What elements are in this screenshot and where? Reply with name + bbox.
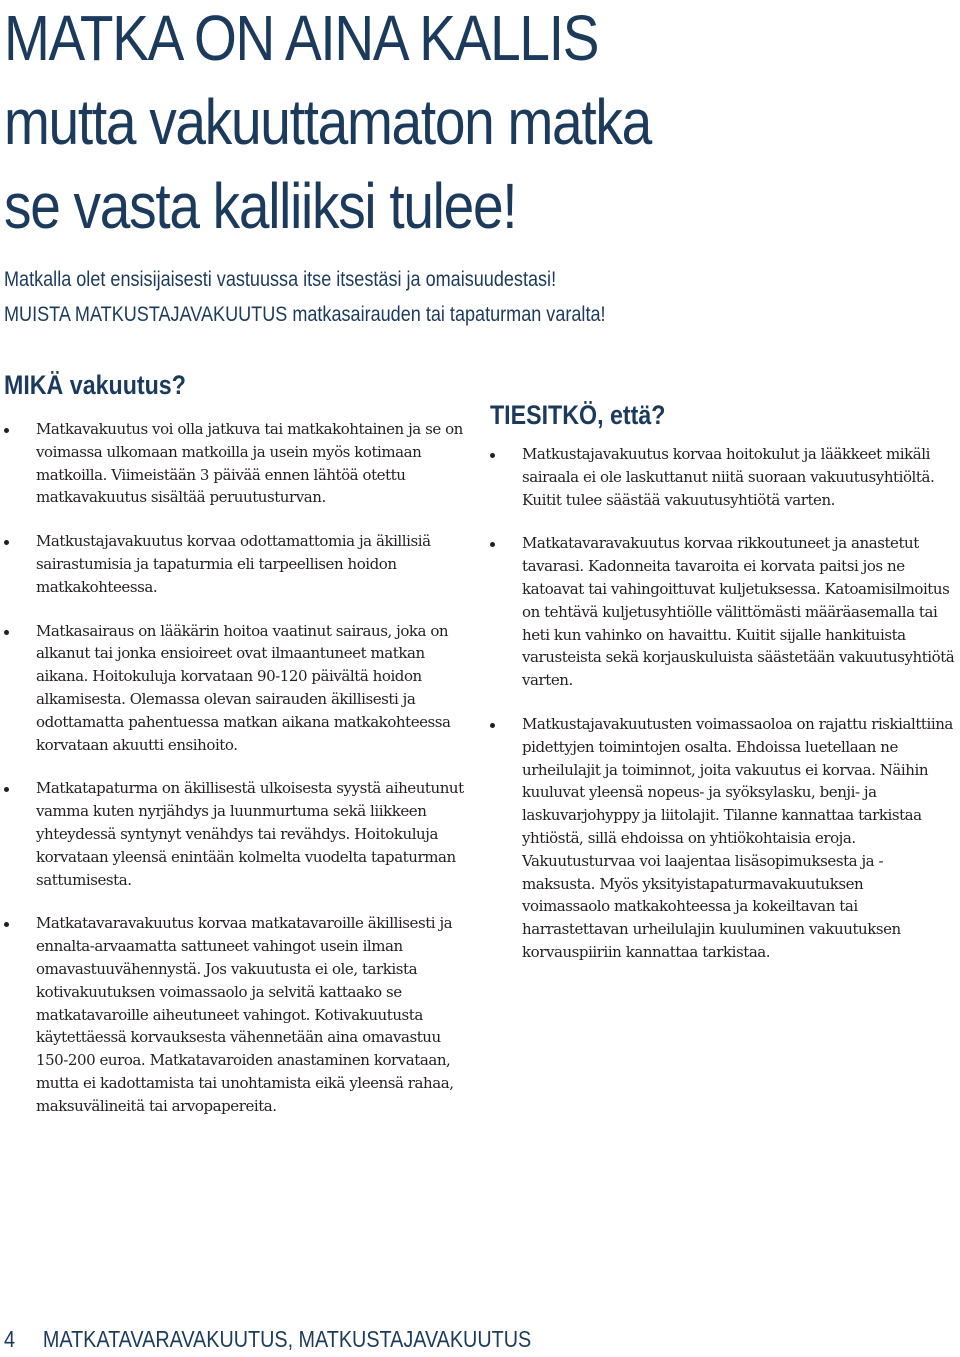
bullet-icon bbox=[4, 787, 9, 792]
bullet-icon bbox=[490, 453, 495, 458]
title-line-2: mutta vakuuttamaton matka bbox=[4, 86, 651, 158]
bullet-icon bbox=[4, 630, 9, 635]
right-bullet-list bbox=[490, 443, 955, 985]
bullet-icon bbox=[490, 723, 495, 728]
bullet-icon bbox=[4, 922, 9, 927]
bullet-icon bbox=[4, 540, 9, 545]
footer-section-title: MATKATAVARAVAKUUTUS, MATKUSTAJAVAKUUTUS bbox=[42, 1326, 532, 1352]
intro-text bbox=[4, 262, 606, 332]
list-item-text: Matkustajavakuutus korvaa odottamattomia ja äkillisiä sairastumisia ja tapaturmia eli tarpeellisen hoidon matkakohteessa. bbox=[36, 532, 431, 596]
list-item bbox=[4, 912, 469, 1117]
page-footer bbox=[4, 1325, 531, 1353]
list-item bbox=[490, 713, 955, 964]
intro-line-1: Matkalla olet ensisijaisesti vastuussa itse itsestäsi ja omaisuudestasi! bbox=[4, 268, 557, 291]
list-item-text: Matkatavaravakuutus korvaa rikkoutuneet ja anastetut tavarasi. Kadonneita tavaroita ei korvata paitsi jos ne katoavat tai vahingoittuvat kuljetuksessa. Katoamisilmoitus on tehtävä kuljetusyhtiölle välittömästi määräasemalla tai heti kun vahinko on havaittu. Kuitit sijalle hankituista varusteista sekä korjauskuluista säästetään vakuutusyhtiötä varten. bbox=[522, 534, 955, 690]
list-item bbox=[490, 532, 955, 692]
left-bullet-list bbox=[4, 418, 469, 1139]
list-item-text: Matkustajavakuutusten voimassaoloa on rajattu riskialttiina pidettyjen toimintojen osalta. Ehdoissa luetellaan ne urheilulajit ja toiminnot, joita vakuutus ei korvaa. Näihin kuuluvat yleensä nopeus- ja syöksylasku, benji- ja laskuvarjohyppy ja liitolajit. Tilanne kannattaa tarkistaa yhtiöstä, sillä ehdoissa on yhtiökohtaisia eroja. Vakuutusturvaa voi laajentaa lisäsopimuksesta ja -maksusta. Myös yksityistapaturmavakuutuksen voimassaolo matkakohteessa ja kokeiltavan tai harrastettavan urheilulajin kuuluminen vakuutuksen korvauspiiriin kannattaa tarkistaa. bbox=[522, 714, 953, 961]
title-line-3: se vasta kalliiksi tulee! bbox=[4, 170, 517, 242]
list-item bbox=[4, 620, 469, 757]
page-title bbox=[4, 0, 651, 248]
list-item bbox=[4, 530, 469, 598]
list-item-text: Matkatavaravakuutus korvaa matkatavaroille äkillisesti ja ennalta-arvaamatta sattuneet vahingot usein ilman omavastuuvähennystä. Jos vakuutusta ei ole, tarkista kotivakuutuksen voimassaolo ja selvitä kattaako se matkatavaroille aiheutuneet vahingot. Kotivakuutusta käytettäessä korvauksesta vähennetään aina omavastuu 150-200 euroa. Matkatavaroiden anastaminen korvataan, mutta ei kadottamista tai unohtamista eikä yleensä rahaa, maksuvälineitä tai arvopapereita. bbox=[36, 914, 454, 1115]
list-item-text: Matkavakuutus voi olla jatkuva tai matkakohtainen ja se on voimassa ulkomaan matkoilla ja usein myös kotimaan matkoilla. Viimeistään 3 päivää ennen lähtöä otettu matkavakuutus sisältää peruutusturvan. bbox=[36, 420, 463, 507]
bullet-icon bbox=[4, 428, 9, 433]
list-item-text: Matkustajavakuutus korvaa hoitokulut ja lääkkeet mikäli sairaala ei ole laskuttanut niitä suoraan vakuutusyhtiöltä. Kuitit tulee säästää vakuutusyhtiötä varten. bbox=[522, 445, 935, 509]
section-heading-mika-vakuutus: MIKÄ vakuutus? bbox=[4, 370, 186, 400]
list-item bbox=[4, 777, 469, 891]
list-item-text: Matkatapaturma on äkillisestä ulkoisesta syystä aiheutunut vamma kuten nyrjähdys ja luunmurtuma sekä liikkeen yhteydessä syntynyt venähdys tai revähdys. Hoitokuluja korvataan yleensä enintään kolmelta vuodelta tapaturman sattumisesta. bbox=[36, 779, 464, 889]
intro-line-2: MUISTA MATKUSTAJAVAKUUTUS matkasairauden tai tapaturman varalta! bbox=[4, 303, 606, 326]
page-number: 4 bbox=[4, 1326, 16, 1352]
list-item-text: Matkasairaus on lääkärin hoitoa vaatinut sairaus, joka on alkanut tai jonka ensioireet ovat ilmaantuneet matkan aikana. Hoitokuluja korvataan 90-120 päivältä hoidon alkamisesta. Olemassa olevan sairauden äkillisesti ja odottamatta pahentuessa matkan aikana matkakohteessa korvataan akuutti ensihoito. bbox=[36, 621, 451, 754]
list-item bbox=[490, 443, 955, 511]
list-item bbox=[4, 418, 469, 509]
title-line-1: MATKA ON AINA KALLIS bbox=[4, 2, 599, 74]
section-heading-tiesitko: TIESITKÖ, että? bbox=[490, 400, 666, 430]
bullet-icon bbox=[490, 542, 495, 547]
